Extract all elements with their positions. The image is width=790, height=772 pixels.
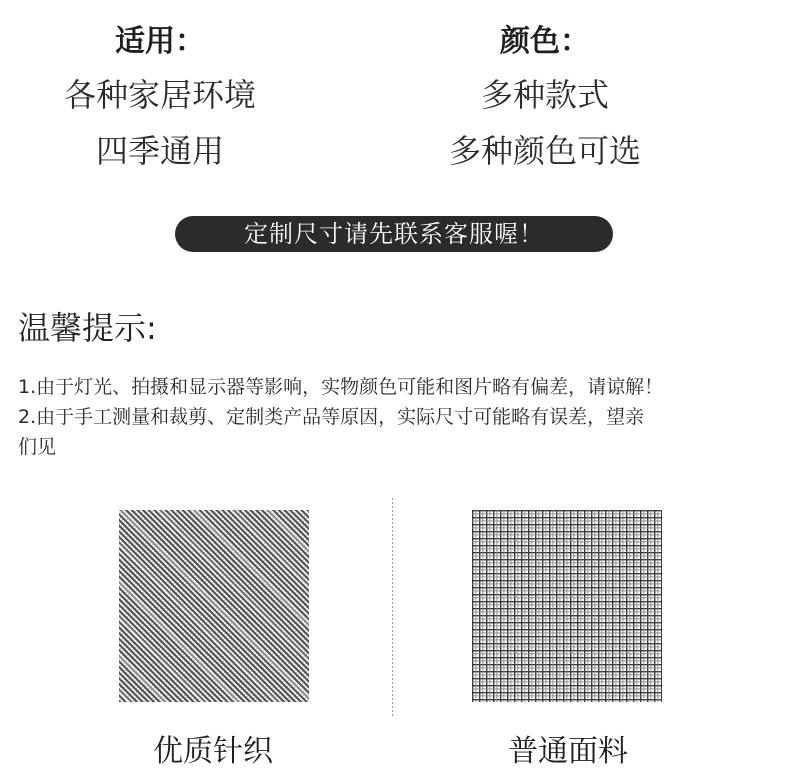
color-line: 多种颜色可选 bbox=[448, 132, 641, 170]
fabric-label-knit: 优质针织 bbox=[153, 734, 273, 769]
tips-title: 温馨提示: bbox=[18, 309, 157, 347]
divider-line bbox=[392, 498, 393, 716]
applicable-section bbox=[40, 22, 280, 188]
color-section bbox=[420, 22, 670, 188]
color-heading: 颜色： bbox=[500, 24, 590, 59]
knit-texture-icon bbox=[119, 510, 309, 702]
color-line: 多种款式 bbox=[480, 76, 609, 114]
applicable-line: 四季通用 bbox=[95, 132, 224, 170]
applicable-heading: 适用： bbox=[115, 24, 205, 59]
tip-line: 2.由于手工测量和裁剪、定制类产品等原因，实际尺寸可能略有误差，望亲 bbox=[18, 406, 645, 428]
grid-weave-texture-icon bbox=[472, 510, 662, 702]
tips-body bbox=[18, 372, 780, 462]
tip-line: 们见 bbox=[18, 436, 57, 458]
custom-size-banner: 定制尺寸请先联系客服喔！ bbox=[175, 216, 613, 252]
applicable-line: 各种家居环境 bbox=[63, 76, 256, 114]
fabric-label-regular: 普通面料 bbox=[508, 734, 628, 769]
tip-line: 1.由于灯光、拍摄和显示器等影响，实物颜色可能和图片略有偏差，请谅解！ bbox=[18, 376, 664, 398]
